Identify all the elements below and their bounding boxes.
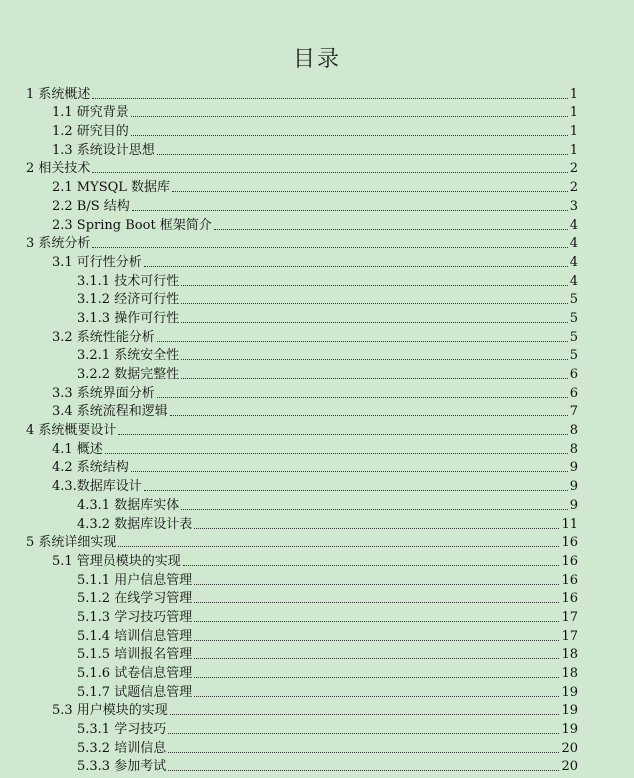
toc-entry[interactable] — [26, 215, 578, 234]
toc-entry-page-number: 2 — [569, 161, 578, 177]
toc-entry[interactable] — [26, 159, 578, 178]
toc-entry[interactable] — [26, 84, 578, 103]
toc-dot-leader — [194, 639, 559, 641]
toc-entry-page-number: 16 — [561, 572, 578, 588]
toc-entry-page-number: 18 — [561, 666, 578, 681]
toc-entry-page-number: 8 — [569, 423, 578, 439]
toc-dot-leader — [181, 284, 568, 286]
toc-dot-leader — [168, 732, 559, 734]
toc-dot-leader — [144, 265, 568, 267]
toc-dot-leader — [194, 601, 559, 603]
toc-entry-page-number: 5 — [569, 348, 578, 364]
toc-dot-leader — [183, 564, 560, 566]
toc-entry-label: 2.3 Spring Boot 框架简介 — [52, 217, 212, 233]
toc-dot-leader — [131, 134, 568, 136]
toc-dot-leader — [194, 583, 559, 585]
toc-dot-leader — [214, 228, 568, 230]
toc-entry-label: 1.2 研究目的 — [52, 124, 129, 140]
toc-entry[interactable] — [26, 103, 578, 122]
toc-entry[interactable] — [26, 551, 578, 570]
toc-entry[interactable] — [26, 234, 578, 253]
toc-entry[interactable] — [26, 383, 578, 402]
toc-dot-leader — [170, 414, 568, 416]
toc-entry-label: 2.2 B/S 结构 — [52, 198, 130, 214]
toc-entry-page-number: 1 — [569, 86, 578, 102]
toc-entry-label: 5 系统详细实现 — [26, 535, 117, 551]
toc-entry-label: 5.1.5 培训报名管理 — [77, 647, 193, 663]
toc-dot-leader — [105, 452, 568, 454]
toc-entry-label: 5.1 管理员模块的实现 — [52, 553, 181, 569]
toc-entry-page-number: 20 — [561, 759, 578, 775]
toc-entry-label: 3.2 系统性能分析 — [52, 329, 155, 345]
toc-dot-leader — [132, 209, 568, 211]
toc-entry-page-number: 4 — [569, 254, 578, 270]
toc-entry-label: 3.1.1 技术可行性 — [77, 273, 180, 289]
toc-entry-page-number: 6 — [569, 367, 578, 382]
toc-dot-leader — [170, 713, 560, 715]
toc-dot-leader — [157, 153, 568, 155]
toc-dot-leader — [181, 302, 568, 304]
toc-entry-page-number: 17 — [561, 609, 578, 625]
toc-entry-page-number: 1 — [569, 142, 578, 158]
toc-entry-label: 3.4 系统流程和逻辑 — [52, 404, 168, 420]
toc-entry-label: 2 相关技术 — [26, 161, 91, 177]
toc-dot-leader — [118, 545, 559, 547]
toc-entry-page-number: 20 — [561, 740, 578, 756]
toc-entry[interactable] — [26, 308, 578, 327]
toc-entry-page-number: 19 — [561, 703, 578, 719]
toc-entry-label: 4.3.2 数据库设计表 — [77, 516, 193, 532]
toc-entry-label: 5.1.7 试题信息管理 — [77, 684, 193, 700]
toc-entry[interactable] — [26, 402, 578, 421]
toc-entry-page-number: 11 — [561, 516, 578, 532]
toc-entry-page-number: 5 — [569, 310, 578, 326]
toc-entry-label: 1.3 系统设计思想 — [52, 142, 155, 158]
toc-dot-leader — [131, 115, 568, 117]
toc-entry-label: 3.1 可行性分析 — [52, 254, 142, 270]
toc-entry-page-number: 1 — [569, 124, 578, 140]
toc-dot-leader — [194, 676, 559, 678]
toc-entry[interactable] — [26, 682, 578, 701]
toc-entry-page-number: 8 — [569, 441, 578, 457]
toc-entry-label: 4 系统概要设计 — [26, 423, 117, 439]
toc-entry-page-number: 19 — [561, 684, 578, 700]
table-of-contents — [26, 84, 578, 775]
toc-entry[interactable] — [26, 533, 578, 552]
toc-entry-page-number: 5 — [569, 329, 578, 345]
toc-entry[interactable] — [26, 476, 578, 495]
toc-entry[interactable] — [26, 719, 578, 738]
toc-entry[interactable] — [26, 364, 578, 383]
toc-dot-leader — [118, 433, 567, 435]
toc-dot-leader — [168, 769, 559, 771]
toc-entry-label: 3 系统分析 — [26, 236, 91, 252]
toc-dot-leader — [168, 751, 559, 753]
toc-dot-leader — [181, 377, 568, 379]
toc-entry-page-number: 16 — [561, 535, 578, 551]
toc-entry-page-number: 9 — [569, 479, 578, 495]
toc-entry[interactable] — [26, 140, 578, 159]
toc-entry[interactable] — [26, 589, 578, 608]
toc-dot-leader — [144, 489, 568, 491]
toc-entry-label: 4.1 概述 — [52, 441, 103, 457]
toc-entry-page-number: 4 — [569, 236, 578, 252]
toc-dot-leader — [172, 190, 568, 192]
toc-entry[interactable] — [26, 701, 578, 720]
toc-dot-leader — [181, 508, 568, 510]
toc-entry-label: 3.1.2 经济可行性 — [77, 292, 180, 308]
toc-entry-page-number: 16 — [561, 591, 578, 607]
toc-entry-label: 5.3.2 培训信息 — [77, 740, 167, 756]
toc-entry-label: 5.3.3 参加考试 — [77, 759, 167, 775]
toc-entry-label: 5.1.3 学习技巧管理 — [77, 609, 193, 625]
toc-entry-label: 5.1.2 在线学习管理 — [77, 591, 193, 607]
toc-entry[interactable] — [26, 177, 578, 196]
toc-entry[interactable] — [26, 757, 578, 776]
toc-dot-leader — [157, 396, 568, 398]
toc-entry[interactable] — [26, 663, 578, 682]
toc-entry-page-number: 3 — [569, 198, 578, 214]
page-title: 目录 — [292, 47, 341, 72]
toc-entry-label: 5.1.4 培训信息管理 — [77, 628, 193, 644]
toc-dot-leader — [92, 97, 567, 99]
toc-dot-leader — [194, 620, 559, 622]
toc-entry-label: 1.1 研究背景 — [52, 105, 129, 121]
toc-entry-label: 2.1 MYSQL 数据库 — [52, 180, 171, 196]
toc-entry[interactable] — [26, 738, 578, 757]
toc-entry-label: 3.2.1 系统安全性 — [77, 348, 180, 364]
toc-dot-leader — [157, 340, 568, 342]
toc-entry-label: 5.3.1 学习技巧 — [77, 722, 167, 738]
toc-entry-label: 5.3 用户模块的实现 — [52, 703, 168, 719]
toc-entry[interactable] — [26, 290, 578, 309]
toc-entry-page-number: 18 — [561, 647, 578, 663]
toc-entry-page-number: 5 — [569, 292, 578, 308]
toc-dot-leader — [194, 695, 559, 697]
toc-entry[interactable] — [26, 626, 578, 645]
toc-entry[interactable] — [26, 607, 578, 626]
toc-entry[interactable] — [26, 121, 578, 140]
toc-entry[interactable] — [26, 645, 578, 664]
toc-entry-label: 3.2.2 数据完整性 — [77, 367, 180, 382]
toc-entry-label: 5.1.6 试卷信息管理 — [77, 666, 193, 681]
toc-entry[interactable] — [26, 458, 578, 477]
toc-entry-page-number: 17 — [561, 628, 578, 644]
toc-dot-leader — [194, 527, 559, 529]
toc-dot-leader — [131, 470, 568, 472]
toc-entry-page-number: 2 — [569, 180, 578, 196]
toc-entry-page-number: 7 — [569, 404, 578, 420]
toc-entry[interactable] — [26, 346, 578, 365]
toc-entry[interactable] — [26, 495, 578, 514]
toc-dot-leader — [181, 358, 568, 360]
toc-entry[interactable] — [26, 252, 578, 271]
toc-entry[interactable] — [26, 420, 578, 439]
toc-entry-page-number: 4 — [569, 217, 578, 233]
toc-entry-page-number: 19 — [561, 722, 578, 738]
toc-entry-label: 3.1.3 操作可行性 — [77, 310, 180, 326]
toc-entry-label: 5.1.1 用户信息管理 — [77, 572, 193, 588]
toc-entry-page-number: 1 — [569, 105, 578, 121]
toc-entry-page-number: 9 — [569, 497, 578, 513]
toc-entry-label: 4.3.1 数据库实体 — [77, 497, 180, 513]
toc-dot-leader — [181, 321, 568, 323]
toc-entry-page-number: 9 — [569, 460, 578, 476]
toc-entry[interactable] — [26, 514, 578, 533]
toc-entry-label: 1 系统概述 — [26, 86, 91, 102]
toc-entry-page-number: 6 — [569, 385, 578, 401]
toc-entry-label: 4.3.数据库设计 — [52, 479, 142, 495]
toc-entry[interactable] — [26, 196, 578, 215]
toc-entry-label: 4.2 系统结构 — [52, 460, 129, 476]
toc-entry-page-number: 4 — [569, 273, 578, 289]
toc-entry-page-number: 16 — [561, 553, 578, 569]
toc-entry-label: 3.3 系统界面分析 — [52, 385, 155, 401]
toc-dot-leader — [92, 171, 567, 173]
toc-entry[interactable] — [26, 570, 578, 589]
toc-dot-leader — [92, 246, 567, 248]
toc-entry[interactable] — [26, 271, 578, 290]
toc-entry[interactable] — [26, 327, 578, 346]
toc-entry[interactable] — [26, 439, 578, 458]
toc-dot-leader — [194, 657, 559, 659]
